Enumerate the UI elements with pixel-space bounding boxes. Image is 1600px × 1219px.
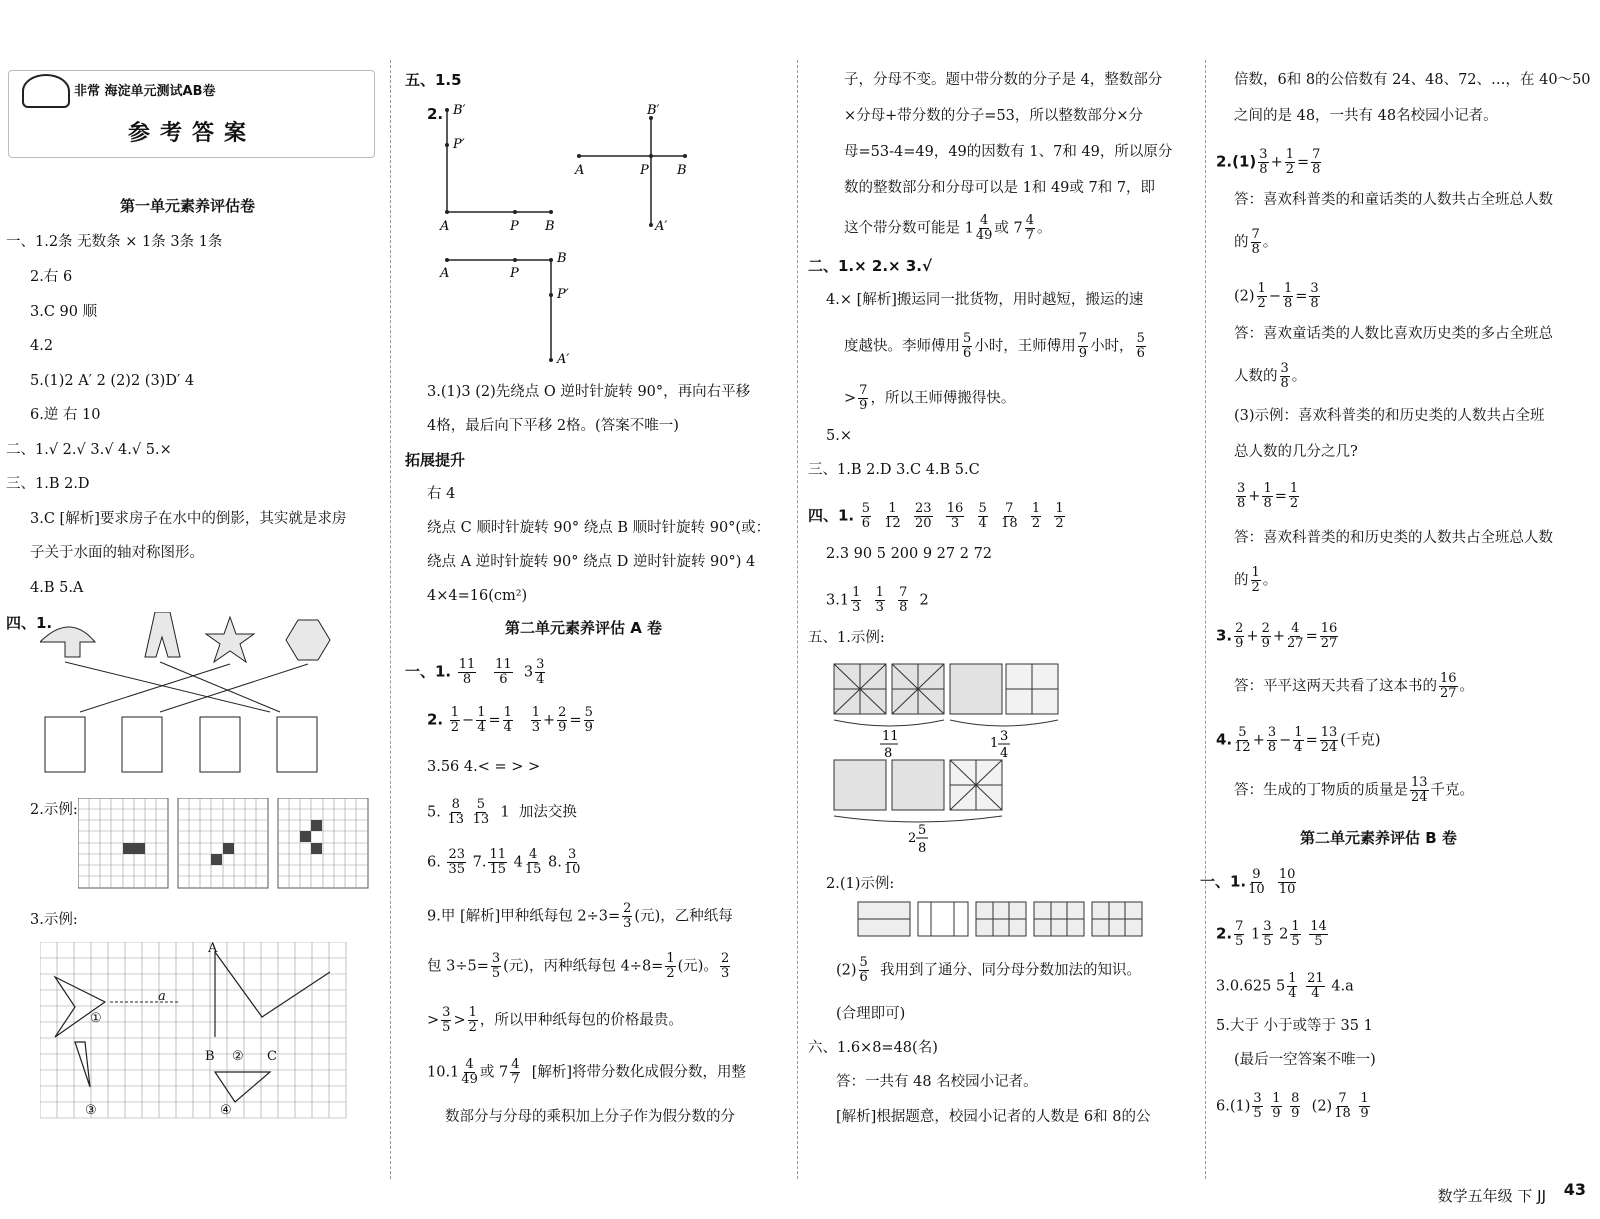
answer-line: 答：喜欢科普类的和童话类的人数共占全班总人数 bbox=[1234, 192, 1553, 208]
answer-line: 3.C 90 顺 bbox=[30, 304, 98, 320]
matching-figure bbox=[40, 612, 340, 802]
answer-line: 二、1.√ 2.√ 3.√ 4.√ 5.× bbox=[6, 442, 172, 458]
answer-line: 答：生成的丁物质的质量是 $\frac{13}{24}$ 千克。 bbox=[1234, 775, 1475, 805]
svg-text:④: ④ bbox=[220, 1103, 232, 1118]
answer-line: 包 3÷5= $\frac{3}{5}$ (元)，丙种纸每包 4÷8= $\frac{1}{2}$ (元)。 $\frac{2}{3}$ bbox=[427, 951, 730, 981]
answer-line: 5.(1)2 A′ 2 (2)2 (3)D′ 4 bbox=[30, 373, 195, 389]
answer-line: 2. $\frac{1}{2}$ − $\frac{1}{4}$ = $\frac{1}{4}$ $\frac{1}{3}$ + $\frac{2}{9}$ = $\frac{5}{9}$ bbox=[427, 705, 593, 735]
svg-text:③: ③ bbox=[85, 1103, 97, 1118]
svg-text:A: A bbox=[440, 219, 450, 234]
answer-line: 数部分与分母的乘积加上分子作为假分数的分 bbox=[445, 1109, 735, 1125]
logo-icon bbox=[22, 74, 70, 108]
svg-text:A: A bbox=[575, 163, 585, 178]
svg-text:5: 5 bbox=[918, 823, 927, 838]
rotation-diagrams bbox=[435, 100, 695, 380]
answer-line: 6. $\frac{23}{35}$ 7. $\frac{11}{15}$ 4 $\frac{4}{15}$ 8. $\frac{3}{10}$ bbox=[427, 847, 581, 877]
answer-line: 答：一共有 48 名校园小记者。 bbox=[836, 1074, 1038, 1090]
answer-line: 一、1.2条 无数条 × 1条 3条 1条 bbox=[6, 234, 223, 250]
strip-diagram bbox=[856, 898, 1166, 942]
svg-text:B: B bbox=[545, 219, 555, 234]
answer-line: 三、1.B 2.D bbox=[6, 476, 90, 492]
answer-line: (2) $\frac{5}{6}$ 我用到了通分、同分母分数加法的知识。 bbox=[836, 955, 1142, 985]
answer-line: 4.B 5.A bbox=[30, 580, 84, 596]
answer-line: 一、1. $\frac{11}{8}$ $\frac{11}{6}$ 3 $\frac{3}{4}$ bbox=[405, 657, 545, 687]
answer-line: 的 $\frac{1}{2}$ 。 bbox=[1234, 565, 1278, 595]
svg-text:3: 3 bbox=[1000, 729, 1009, 744]
svg-text:B: B bbox=[557, 251, 567, 266]
grid-figures bbox=[78, 798, 378, 890]
answer-line: (合理即可) bbox=[836, 1006, 906, 1022]
answer-line: 3.0.625 5 $\frac{1}{4}$ $\frac{21}{4}$ 4.a bbox=[1216, 971, 1354, 1001]
answer-line: 子，分母不变。题中带分数的分子是 4，整数部分 bbox=[844, 72, 1163, 88]
answer-line: 4. $\frac{5}{12}$ + $\frac{3}{8}$ − $\frac{1}{4}$ = $\frac{13}{24}$ (千克) bbox=[1216, 725, 1381, 755]
answer-line: 人数的 $\frac{3}{8}$ 。 bbox=[1234, 361, 1307, 391]
svg-text:A: A bbox=[440, 266, 450, 281]
page-number: 43 bbox=[1563, 1180, 1586, 1199]
svg-text:P: P bbox=[510, 266, 519, 281]
answer-line: 2. $\frac{7}{5}$ 1 $\frac{3}{5}$ 2 $\frac{1}{5}$ $\frac{14}{5}$ bbox=[1216, 919, 1327, 949]
answer-line: 2.(1)示例: bbox=[826, 876, 895, 892]
answer-line: 之间的是 48，一共有 48名校园小记者。 bbox=[1234, 108, 1498, 124]
answer-line: (3)示例：喜欢科普类的和历史类的人数共占全班 bbox=[1234, 408, 1545, 424]
answer-line: 3.1 $\frac{1}{3}$ $\frac{1}{3}$ $\frac{7}{8}$ 2 bbox=[826, 585, 929, 615]
answer-line: 答：喜欢科普类的和历史类的人数共占全班总人数 bbox=[1234, 530, 1553, 546]
footer-subject: 数学五年级 下 JJ bbox=[1437, 1187, 1546, 1205]
section-heading: 第二单元素养评估 B 卷 bbox=[1300, 829, 1457, 847]
svg-text:1: 1 bbox=[990, 736, 999, 751]
answer-line: 六、1.6×8=48(名) bbox=[808, 1040, 938, 1056]
answer-line: 2.右 6 bbox=[30, 269, 73, 285]
svg-text:8: 8 bbox=[884, 746, 893, 761]
answer-line: > $\frac{3}{5}$ > $\frac{1}{2}$ ，所以甲种纸每包的价格最贵。 bbox=[427, 1005, 683, 1035]
answer-line: 6.(1) $\frac{3}{5}$ $\frac{1}{9}$ $\frac{8}{9}$ (2) $\frac{7}{18}$ $\frac{1}{9}$ bbox=[1216, 1091, 1369, 1121]
svg-text:B′: B′ bbox=[647, 103, 660, 118]
answer-line: 二、1.× 2.× 3.√ bbox=[808, 257, 932, 275]
answer-line: 四、1. bbox=[6, 614, 53, 632]
answer-line: 5.× bbox=[826, 428, 852, 444]
answer-line: 子关于水面的轴对称图形。 bbox=[30, 545, 204, 561]
answer-line: 绕点 C 顺时针旋转 90° 绕点 B 顺时针旋转 90°(或： bbox=[427, 520, 771, 536]
answer-line: (最后一空答案不唯一) bbox=[1234, 1052, 1376, 1068]
svg-text:B: B bbox=[677, 163, 687, 178]
answer-line: 答：喜欢童话类的人数比喜欢历史类的多占全班总 bbox=[1234, 326, 1553, 342]
transform-grid bbox=[40, 942, 350, 1122]
answer-line: 2.(1) $\frac{3}{8}$ + $\frac{1}{2}$ = $\frac{7}{8}$ bbox=[1216, 147, 1321, 177]
answer-line: 4×4=16(cm²) bbox=[427, 588, 528, 604]
svg-text:2: 2 bbox=[908, 831, 917, 846]
answer-line: 母=53-4=49，49的因数有 1、7和 49，所以原分 bbox=[844, 144, 1173, 160]
answer-line: 一、1. $\frac{9}{10}$ $\frac{10}{10}$ bbox=[1200, 867, 1296, 897]
svg-text:B′: B′ bbox=[453, 103, 466, 118]
svg-text:B: B bbox=[205, 1049, 215, 1064]
answer-line: 6.逆 右 10 bbox=[30, 407, 101, 423]
answer-line: (2) $\frac{1}{2}$ − $\frac{1}{8}$ = $\frac{3}{8}$ bbox=[1234, 281, 1319, 311]
answer-line: 的 $\frac{7}{8}$ 。 bbox=[1234, 227, 1278, 257]
brand-name: 非常 海淀单元测试AB卷 bbox=[74, 84, 216, 99]
answer-line: 四、1. $\frac{5}{6}$ $\frac{1}{12}$ $\frac{23}{20}$ $\frac{16}{3}$ $\frac{5}{4}$ $\frac{7}{18}$ $\frac{1}{2}$ $\frac{1}{2}$ bbox=[808, 501, 1064, 531]
answer-line: 3.56 4.< = > > bbox=[427, 759, 541, 775]
answer-line: 右 4 bbox=[427, 486, 456, 502]
answer-line: 4.× [解析]搬运同一批货物，用时越短，搬运的速 bbox=[826, 292, 1144, 308]
svg-text:P′: P′ bbox=[557, 287, 569, 302]
answer-line: ×分母+带分数的分子=53，所以整数部分×分 bbox=[844, 108, 1144, 124]
svg-text:P: P bbox=[640, 163, 649, 178]
answer-line: 4.2 bbox=[30, 338, 54, 354]
label: A bbox=[208, 942, 218, 956]
answer-line: 10.1 $\frac{4}{49}$ 或 7 $\frac{4}{7}$ [解析]将带分数化成假分数，用整 bbox=[427, 1057, 747, 1087]
answer-line: 总人数的几分之几? bbox=[1234, 444, 1358, 460]
answer-line: 答：平平这两天共看了这本书的 $\frac{16}{27}$ 。 bbox=[1234, 671, 1475, 701]
svg-text:4: 4 bbox=[1000, 746, 1009, 761]
answer-line: 度越快。李师傅用 $\frac{5}{6}$ 小时，王师傅用 $\frac{7}{9}$ 小时， $\frac{5}{6}$ bbox=[844, 331, 1145, 361]
answer-line: 五、1.5 bbox=[405, 71, 462, 89]
answer-line: 3. $\frac{2}{9}$ + $\frac{2}{9}$ + $\frac{4}{27}$ = $\frac{16}{27}$ bbox=[1216, 621, 1338, 651]
svg-text:a: a bbox=[158, 989, 166, 1004]
answer-line: 2.示例: bbox=[30, 802, 78, 818]
answer-line: 4格，最后向下平移 2格。(答案不唯一) bbox=[427, 418, 679, 434]
answer-line: 这个带分数可能是 1 $\frac{4}{49}$ 或 7 $\frac{4}{7}$ 。 bbox=[844, 213, 1052, 243]
answer-line: 3.示例: bbox=[30, 912, 78, 928]
answer-line: [解析]根据题意，校园小记者的人数是 6和 8的公 bbox=[836, 1109, 1151, 1125]
answer-line: $\frac{3}{8}$ + $\frac{1}{8}$ = $\frac{1}{2}$ bbox=[1237, 481, 1299, 511]
svg-text:①: ① bbox=[90, 1011, 102, 1026]
svg-text:8: 8 bbox=[918, 841, 927, 856]
answer-line: 2.3 90 5 200 9 27 2 72 bbox=[826, 546, 993, 562]
svg-text:C: C bbox=[267, 1049, 277, 1064]
answer-line: 3.C [解析]要求房子在水中的倒影，其实就是求房 bbox=[30, 511, 347, 527]
answer-line: 数的整数部分和分母可以是 1和 49或 7和 7，即 bbox=[844, 180, 1156, 196]
section-heading: 第二单元素养评估 A 卷 bbox=[505, 619, 663, 637]
svg-text:11: 11 bbox=[882, 729, 899, 744]
section-heading: 第一单元素养评估卷 bbox=[120, 197, 256, 215]
answer-line: 拓展提升 bbox=[405, 451, 466, 469]
answer-line: 9.甲 [解析]甲种纸每包 2÷3= $\frac{2}{3}$ (元)，乙种纸每 bbox=[427, 901, 733, 931]
answer-line: > $\frac{7}{9}$ ，所以王师傅搬得快。 bbox=[844, 383, 1016, 413]
svg-text:②: ② bbox=[232, 1049, 244, 1064]
answer-line: 五、1.示例: bbox=[808, 630, 885, 646]
answer-line: 三、1.B 2.D 3.C 4.B 5.C bbox=[808, 462, 980, 478]
answer-line: 3.(1)3 (2)先绕点 O 逆时针旋转 90°，再向右平移 bbox=[427, 384, 751, 400]
answer-line: 2. bbox=[427, 105, 444, 123]
svg-text:A′: A′ bbox=[655, 219, 668, 234]
svg-text:P′: P′ bbox=[453, 137, 465, 152]
fraction-squares bbox=[832, 662, 1072, 862]
page-title: 参考答案 bbox=[128, 121, 257, 146]
answer-line: 5. $\frac{8}{13}$ $\frac{5}{13}$ 1 加法交换 bbox=[427, 797, 577, 827]
answer-line: 倍数，6和 8的公倍数有 24、48、72、…，在 40～50 bbox=[1234, 72, 1591, 88]
svg-text:P: P bbox=[510, 219, 519, 234]
answer-line: 5.大于 小于或等于 35 1 bbox=[1216, 1018, 1373, 1034]
answer-line: 绕点 A 逆时针旋转 90° 绕点 D 逆时针旋转 90°) 4 bbox=[427, 554, 756, 570]
svg-text:A′: A′ bbox=[557, 352, 570, 367]
